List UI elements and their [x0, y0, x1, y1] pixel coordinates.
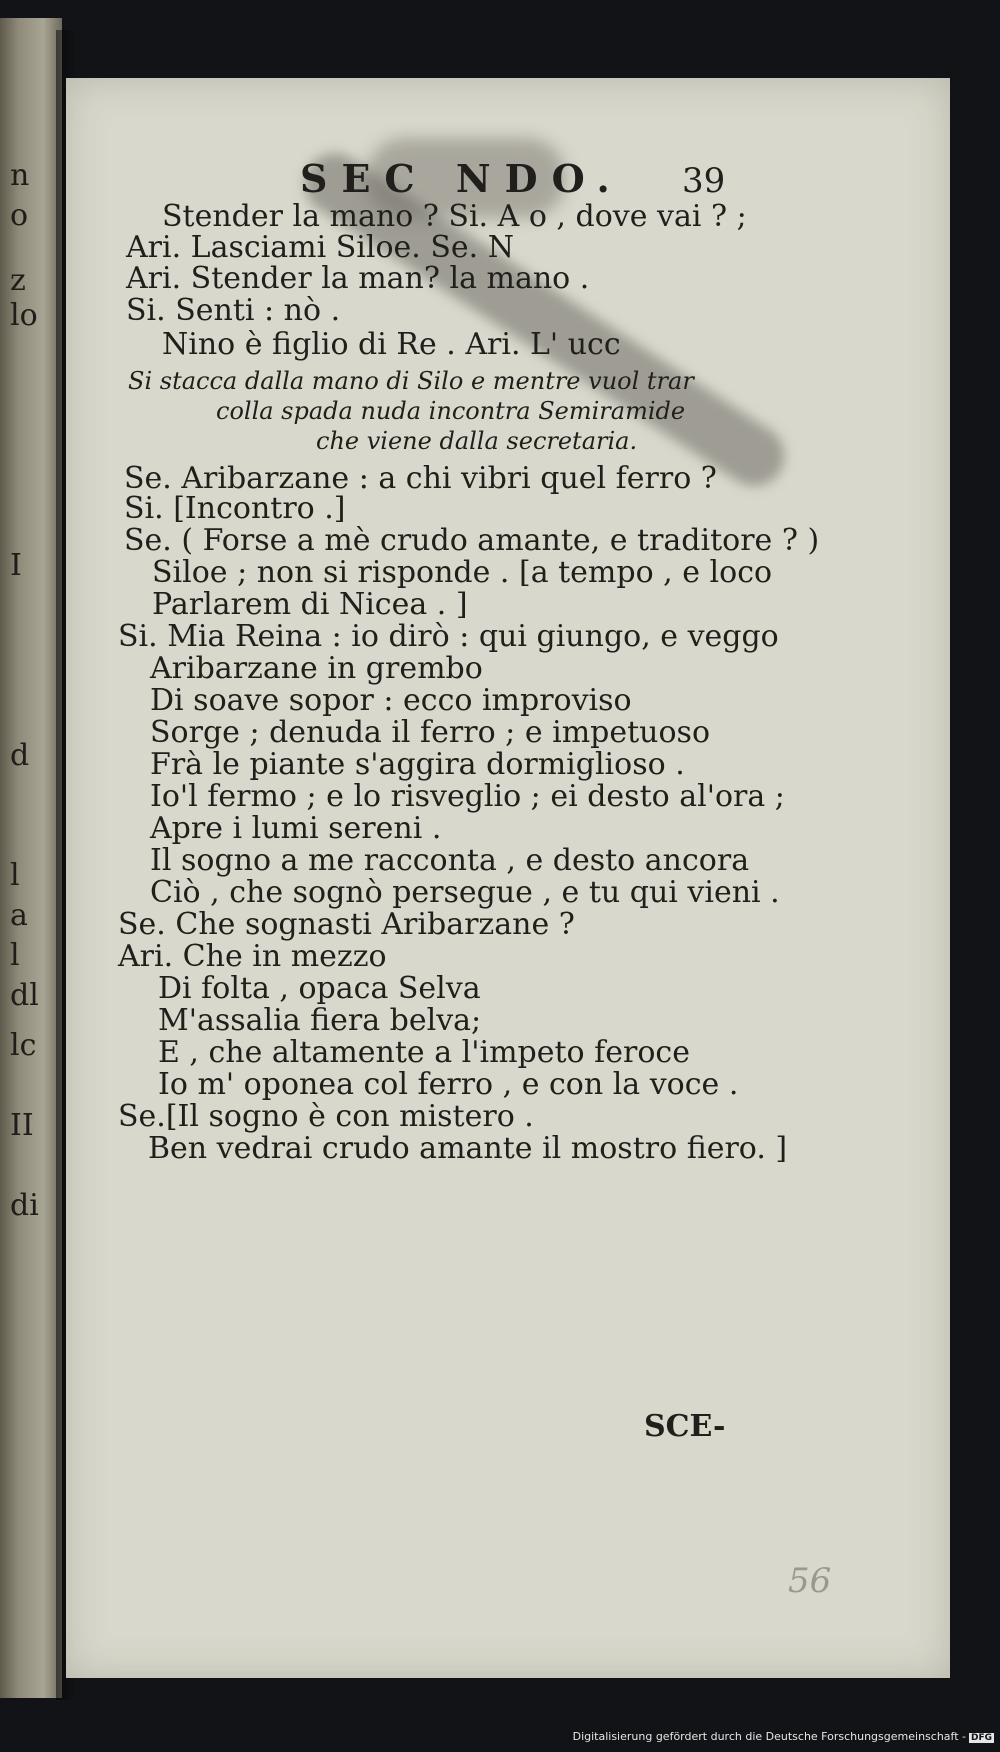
margin-fragment: lc — [10, 1028, 37, 1063]
margin-fragment: a — [10, 898, 28, 933]
text-line: Siloe ; non si risponde . [a tempo , e loco — [152, 555, 773, 590]
text-line: Se.[Il sogno è con mistero . — [118, 1099, 534, 1134]
margin-fragment: II — [10, 1108, 34, 1143]
text-line: Di soave sopor : ecco improviso — [150, 683, 632, 718]
text-line: Si. [Incontro .] — [124, 491, 346, 526]
text-line: Si. Mia Reina : io dirò : qui giungo, e veggo — [118, 619, 779, 654]
margin-fragment: l — [10, 858, 20, 893]
text-line: Il sogno a me racconta , e desto ancora — [150, 843, 750, 878]
text-line: Io m' oponea col ferro , e con la voce . — [158, 1067, 739, 1102]
text-line: M'assalia fiera belva; — [158, 1003, 482, 1038]
text-line: Se. Aribarzane : a chi vibri quel ferro ? — [124, 461, 717, 496]
text-line: Sorge ; denuda il ferro ; e impetuoso — [150, 715, 711, 750]
margin-fragment: di — [10, 1188, 39, 1223]
text-line: Se. Che sognasti Aribarzane ? — [118, 907, 575, 942]
stage-direction: che viene dalla secretaria. — [316, 427, 638, 455]
text-line: Di folta , opaca Selva — [158, 971, 481, 1006]
text-line: Se. ( Forse a mè crudo amante, e traditore ? ) — [124, 523, 820, 558]
text-line: Ciò , che sognò persegue , e tu qui vieni . — [150, 875, 780, 910]
text-line: Io'l fermo ; e lo risveglio ; ei desto al'ora ; — [150, 779, 785, 814]
digitization-credit — [573, 1730, 994, 1743]
text-line: Stender la mano ? Si. A o , dove vai ? ; — [162, 199, 747, 234]
margin-fragment: o — [10, 198, 29, 233]
text-line: Ari. Stender la man? la mano . — [126, 261, 590, 296]
margin-fragment: lo — [10, 298, 38, 333]
text-line: Aribarzane in grembo — [150, 651, 483, 686]
margin-fragment: I — [10, 548, 22, 583]
text-line: Frà le piante s'aggira dormiglioso . — [150, 747, 685, 782]
text-line: E , che altamente a l'impeto feroce — [158, 1035, 690, 1070]
credit-text: Digitalisierung gefördert durch die Deutsche Forschungsgemeinschaft - — [572, 1730, 966, 1743]
text-line: Ben vedrai crudo amante il mostro fiero. ] — [148, 1131, 788, 1166]
stage-direction: Si stacca dalla mano di Silo e mentre vuol trar — [128, 367, 694, 395]
margin-fragment: dl — [10, 978, 39, 1013]
margin-fragment: z — [10, 263, 26, 298]
text-line: Apre i lumi sereni . — [150, 811, 442, 846]
text-line: Nino è figlio di Re . Ari. L' ucc — [162, 327, 621, 362]
text-line: Ari. Lasciami Siloe. Se. N — [126, 230, 514, 265]
page-number: 39 — [682, 161, 726, 201]
text-line: Ari. Che in mezzo — [118, 939, 387, 974]
running-header: SEC NDO. — [300, 156, 624, 201]
pencil-annotation: 56 — [788, 1561, 832, 1601]
margin-fragment: n — [10, 158, 30, 193]
catchword: SCE- — [644, 1409, 726, 1444]
text-line: Parlarem di Nicea . ] — [152, 587, 468, 622]
stage-direction: colla spada nuda incontra Semiramide — [216, 397, 686, 425]
dfg-logo: DFG — [970, 1733, 992, 1743]
margin-fragment: d — [10, 738, 30, 773]
text-line: Si. Senti : nò . — [126, 293, 341, 328]
margin-fragment: l — [10, 938, 20, 973]
